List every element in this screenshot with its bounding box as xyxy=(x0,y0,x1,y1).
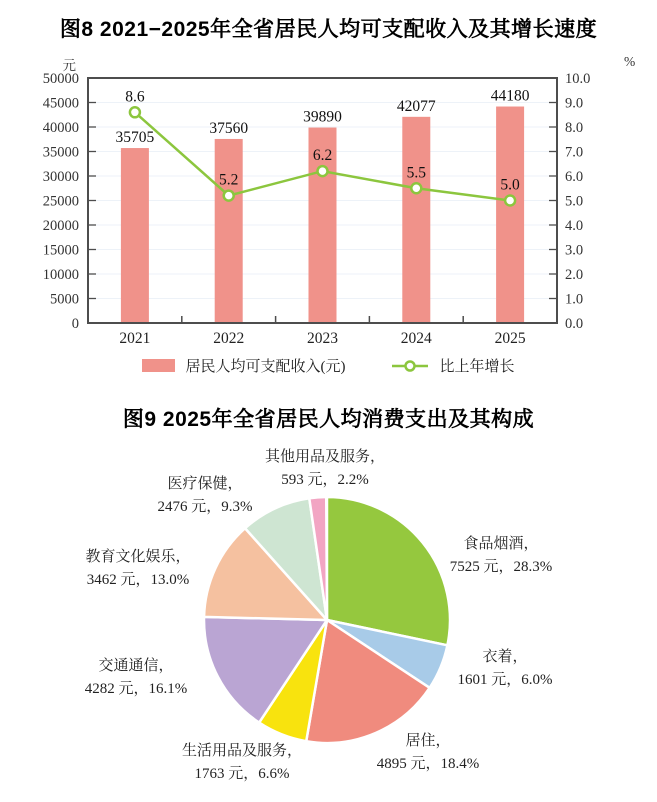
line-marker xyxy=(224,191,234,201)
right-axis-tick-label: 9.0 xyxy=(565,95,584,112)
right-axis-tick-label: 2.0 xyxy=(565,267,584,283)
line-value-label: 5.0 xyxy=(500,176,520,194)
bar-value-label: 44180 xyxy=(490,87,530,105)
line-value-label: 6.2 xyxy=(312,147,333,165)
category-label: 2023 xyxy=(307,330,338,347)
bar-value-label: 42077 xyxy=(396,97,436,115)
pie-slice-label: 居住， 4895 元，18.4% xyxy=(376,733,480,772)
line-value-label: 8.6 xyxy=(125,88,145,106)
bar-legend-swatch-icon xyxy=(142,359,175,372)
right-axis-tick-label: 3.0 xyxy=(565,242,584,259)
pie-slice-label: 交通通信， 4282 元，16.1% xyxy=(84,658,188,697)
right-axis-tick-label: 7.0 xyxy=(565,144,584,161)
line-marker xyxy=(130,107,140,117)
left-axis-unit-label: 元 xyxy=(62,58,76,73)
pie-slice-label: 生活用品及服务， 1763 元，6.6% xyxy=(181,743,303,782)
line-value-label: 5.2 xyxy=(219,171,239,189)
left-axis-tick-label: 45000 xyxy=(42,95,79,112)
expenditure-pie-chart xyxy=(0,440,657,802)
line-value-label: 5.5 xyxy=(406,164,426,182)
right-axis-unit-label: % xyxy=(624,54,636,69)
chart-legend xyxy=(0,355,657,376)
bar xyxy=(215,139,243,323)
bar-value-label: 37560 xyxy=(209,119,249,137)
pie-slice-label: 衣着， 1601 元，6.0% xyxy=(457,649,553,688)
pie-svg xyxy=(0,440,657,802)
bar xyxy=(121,148,149,323)
left-axis-tick-label: 10000 xyxy=(42,267,79,283)
bar-legend-label: 居民人均可支配收入(元) xyxy=(185,359,346,375)
category-label: 2024 xyxy=(400,330,432,347)
left-axis-tick-label: 30000 xyxy=(42,169,79,185)
category-label: 2022 xyxy=(213,330,245,347)
line-marker xyxy=(411,183,421,193)
left-axis-tick-label: 5000 xyxy=(50,291,79,308)
line-legend-label: 比上年增长 xyxy=(439,359,515,375)
bar-value-label: 35705 xyxy=(115,129,155,147)
line-legend-swatch-icon xyxy=(391,359,429,373)
income-growth-combo-chart xyxy=(0,50,657,382)
category-label: 2025 xyxy=(494,330,526,347)
left-axis-tick-label: 20000 xyxy=(42,218,79,234)
left-axis-tick-label: 15000 xyxy=(42,242,79,259)
right-axis-tick-label: 0.0 xyxy=(565,316,584,332)
pie-slice-label: 医疗保健， 2476 元，9.3% xyxy=(157,476,253,515)
left-axis-tick-label: 25000 xyxy=(42,193,79,210)
pie-slice-label: 食品烟酒， 7525 元，28.3% xyxy=(449,536,553,575)
line-marker xyxy=(318,166,328,176)
legend-item-growth xyxy=(391,355,514,376)
bar-value-label: 39890 xyxy=(303,108,342,126)
right-axis-tick-label: 5.0 xyxy=(565,193,584,210)
right-axis-tick-label: 6.0 xyxy=(565,169,584,185)
line-marker xyxy=(505,196,515,206)
bar xyxy=(402,117,430,323)
left-axis-tick-label: 40000 xyxy=(42,120,79,136)
left-axis-tick-label: 35000 xyxy=(42,144,79,161)
left-axis-tick-label: 50000 xyxy=(42,71,79,87)
right-axis-tick-label: 10.0 xyxy=(565,71,591,87)
figure9-title: 图9 2025年全省居民人均消费支出及其构成 xyxy=(122,408,535,431)
figure8-title: 图8 2021−2025年全省居民人均可支配收入及其增长速度 xyxy=(59,18,598,41)
pie-slice-label: 教育文化娱乐， 3462 元，13.0% xyxy=(85,549,191,588)
category-label: 2021 xyxy=(119,330,151,347)
legend-item-income xyxy=(142,355,345,376)
pie-slice-label: 其他用品及服务， 593 元，2.2% xyxy=(264,449,386,488)
bar xyxy=(496,107,524,323)
right-axis-tick-label: 4.0 xyxy=(565,218,584,234)
left-axis-tick-label: 0 xyxy=(71,316,79,332)
right-axis-tick-label: 8.0 xyxy=(565,120,584,136)
right-axis-tick-label: 1.0 xyxy=(565,291,584,308)
